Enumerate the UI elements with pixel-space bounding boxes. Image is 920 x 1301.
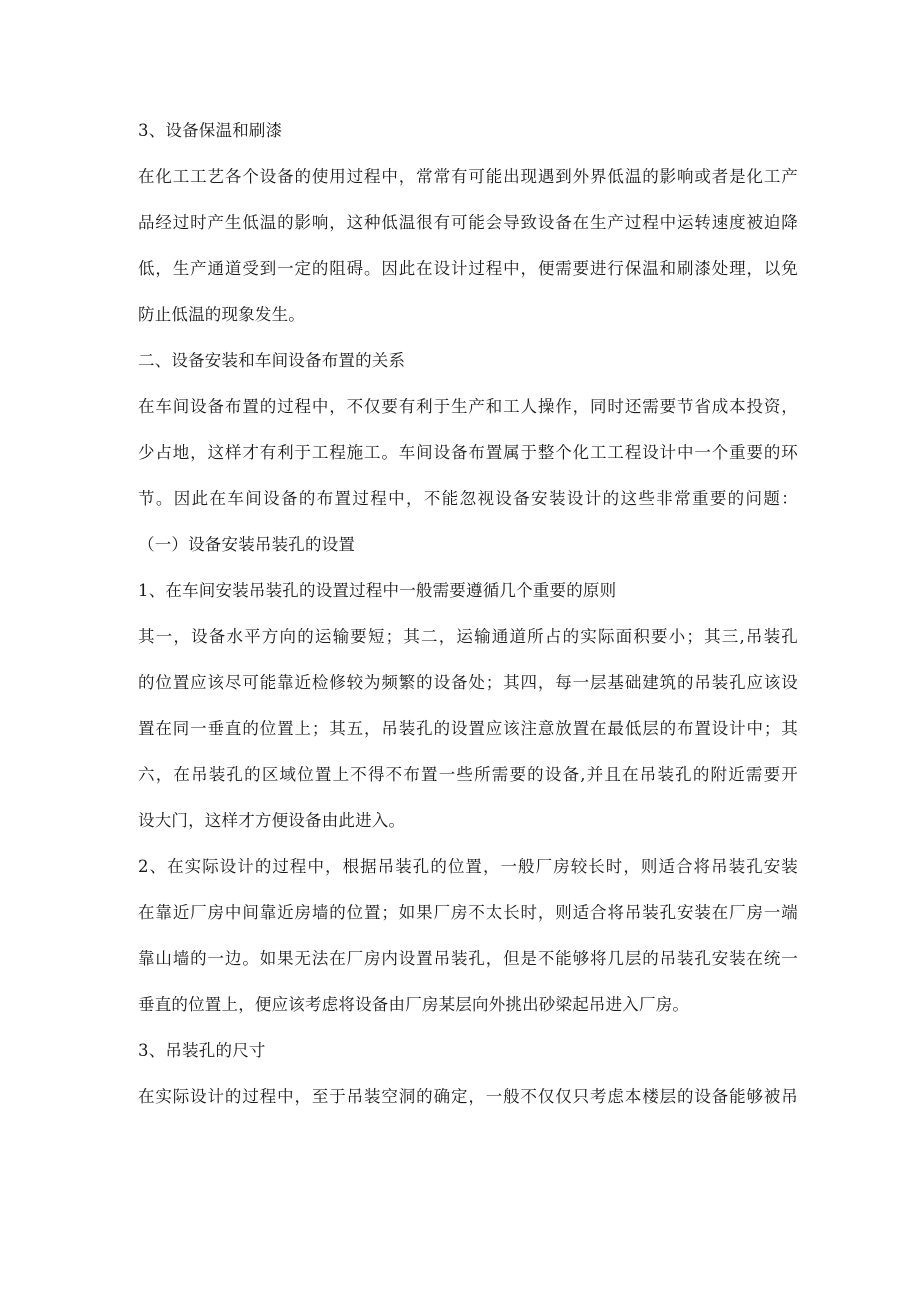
paragraph-line: 垂直的位置上，便应该考虑将设备由厂房某层向外挑出砂梁起吊进入厂房。	[138, 995, 690, 1014]
paragraph-line: 品经过时产生低温的影响，这种低温很有可能会导致设备在生产过程中运转速度被迫降	[138, 213, 798, 232]
paragraph-line: 六，在吊装孔的区域位置上不得不布置一些所需要的设备,并且在吊装孔的附近需要开	[138, 765, 798, 784]
heading-principles: 1、在车间安装吊装孔的设置过程中一般需要遵循几个重要的原则	[138, 581, 617, 600]
paragraph-layout	[138, 394, 798, 512]
paragraph-line: 的位置应该尽可能靠近检修较为频繁的设备处；其四，每一层基础建筑的吊装孔应该设	[138, 673, 798, 692]
paragraph-position	[138, 854, 798, 1018]
paragraph-line: 在实际设计的过程中，至于吊装空洞的确定，一般不仅仅只考虑本楼层的设备能够被吊	[138, 1087, 798, 1106]
paragraph-line: 设大门，这样才方便设备由此进入。	[138, 811, 406, 830]
paragraph-insulation	[138, 164, 798, 328]
paragraph-line: 靠山墙的一边。如果无法在厂房内设置吊装孔，但是不能够将几层的吊装孔安装在统一	[138, 949, 798, 968]
paragraph-principles	[138, 624, 798, 834]
paragraph-line: 置在同一垂直的位置上；其五，吊装孔的设置应该注意放置在最低层的布置设计中；其	[138, 719, 798, 738]
heading-size: 3、吊装孔的尺寸	[138, 1041, 266, 1060]
paragraph-line: 在靠近厂房中间靠近房墙的位置；如果厂房不太长时，则适合将吊装孔安装在厂房一端	[138, 903, 798, 922]
paragraph-line: 在化工工艺各个设备的使用过程中，常常有可能出现遇到外界低温的影响或者是化工产	[138, 167, 798, 186]
document-body	[138, 118, 798, 1110]
paragraph-line: 低，生产通道受到一定的阻碍。因此在设计过程中，便需要进行保温和刷漆处理，以免	[138, 259, 798, 278]
paragraph-line: 在车间设备布置的过程中，不仅要有利于生产和工人操作，同时还需要节省成本投资，	[138, 397, 798, 416]
paragraph-line: 2、在实际设计的过程中，根据吊装孔的位置，一般厂房较长时，则适合将吊装孔安装	[138, 857, 798, 876]
paragraph-line: 少占地，这样才有利于工程施工。车间设备布置属于整个化工工程设计中一个重要的环	[138, 443, 798, 462]
heading-insulation: 3、设备保温和刷漆	[138, 121, 283, 140]
heading-subsection-1: （一）设备安装吊装孔的设置	[138, 535, 356, 554]
paragraph-line: 节。因此在车间设备的布置过程中，不能忽视设备安装设计的这些非常重要的问题：	[138, 489, 798, 508]
paragraph-line: 防止低温的现象发生。	[138, 305, 305, 324]
heading-section-2: 二、设备安装和车间设备布置的关系	[138, 351, 406, 370]
paragraph-line: 其一，设备水平方向的运输要短；其二，运输通道所占的实际面积要小；其三,吊装孔	[138, 627, 798, 646]
paragraph-size	[138, 1084, 798, 1110]
